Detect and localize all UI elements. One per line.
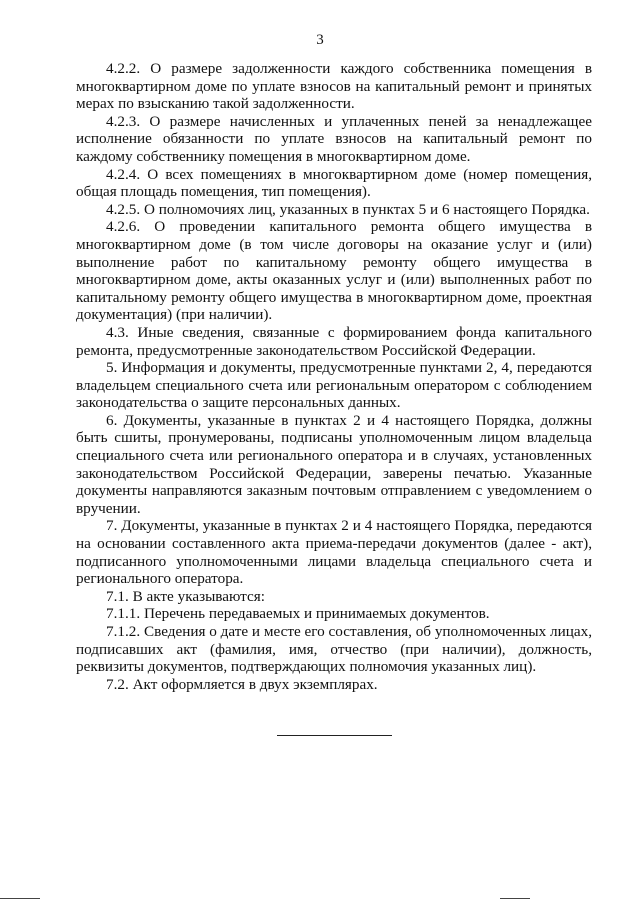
paragraph-7-1-1: 7.1.1. Перечень передаваемых и принимаемых документов. (106, 605, 490, 623)
footer-mark-right (500, 898, 530, 899)
paragraph-7-1: 7.1. В акте указываются: (106, 587, 265, 605)
paragraph-4-2-4: 4.2.4. О всех помещениях в многоквартирном доме (номер помещения, общая площадь помещения, тип помещения). (76, 165, 592, 201)
footer-mark-left (0, 898, 40, 899)
end-separator-line (277, 735, 392, 736)
paragraph-7: 7. Документы, указанные в пунктах 2 и 4 настоящего Порядка, передаются на основании составленного акта приема-передачи документов (далее - акт), подписанного уполномоченными лицами владельца специального счета и регионального оператора. (76, 517, 592, 588)
document-body (76, 60, 592, 693)
paragraph-4-2-3: 4.2.3. О размере начисленных и уплаченных пеней за ненадлежащее исполнение обязанности по уплате взносов на капитальный ремонт по каждому собственнику помещения в многоквартирном доме. (76, 112, 592, 165)
paragraph-5: 5. Информация и документы, предусмотренные пунктами 2, 4, передаются владельцем специального счета или региональным оператором с соблюдением законодательства о защите персональных данных. (76, 359, 592, 412)
paragraph-4-2-5: 4.2.5. О полномочиях лиц, указанных в пунктах 5 и 6 настоящего Порядка. (106, 200, 590, 218)
paragraph-4-2-6: 4.2.6. О проведении капитального ремонта общего имущества в многоквартирном доме (в том числе договоры на оказание услуг и (или) выполнение работ по капитальному ремонту общего имущества в многоквартирном доме, акты оказанных услуг и (или) выполненных работ по капитальному ремонту общего имущества в многоквартирном доме, проектная документация) (при наличии). (76, 218, 592, 324)
paragraph-7-2: 7.2. Акт оформляется в двух экземплярах. (106, 675, 378, 693)
paragraph-4-3: 4.3. Иные сведения, связанные с формированием фонда капитального ремонта, предусмотренные законодательством Российской Федерации. (76, 323, 592, 359)
paragraph-4-2-2: 4.2.2. О размере задолженности каждого собственника помещения в многоквартирном доме по уплате взносов на капитальный ремонт и принятых мерах по взысканию такой задолженности. (76, 60, 592, 113)
paragraph-6: 6. Документы, указанные в пунктах 2 и 4 настоящего Порядка, должны быть сшиты, пронумерованы, подписаны уполномоченным лицом владельца специального счета или регионального оператора и в случаях, установленных законодательством Российской Федерации, заверены печатью. Указанные документы направляются заказным почтовым отправлением с уведомлением о вручении. (76, 411, 592, 517)
page-number: 3 (316, 32, 324, 48)
paragraph-7-1-2: 7.1.2. Сведения о дате и месте его составления, об уполномоченных лицах, подписавших акт (фамилия, имя, отчество (при наличии), должность, реквизиты документов, подтверждающих полномочия указанных лиц). (76, 623, 592, 676)
